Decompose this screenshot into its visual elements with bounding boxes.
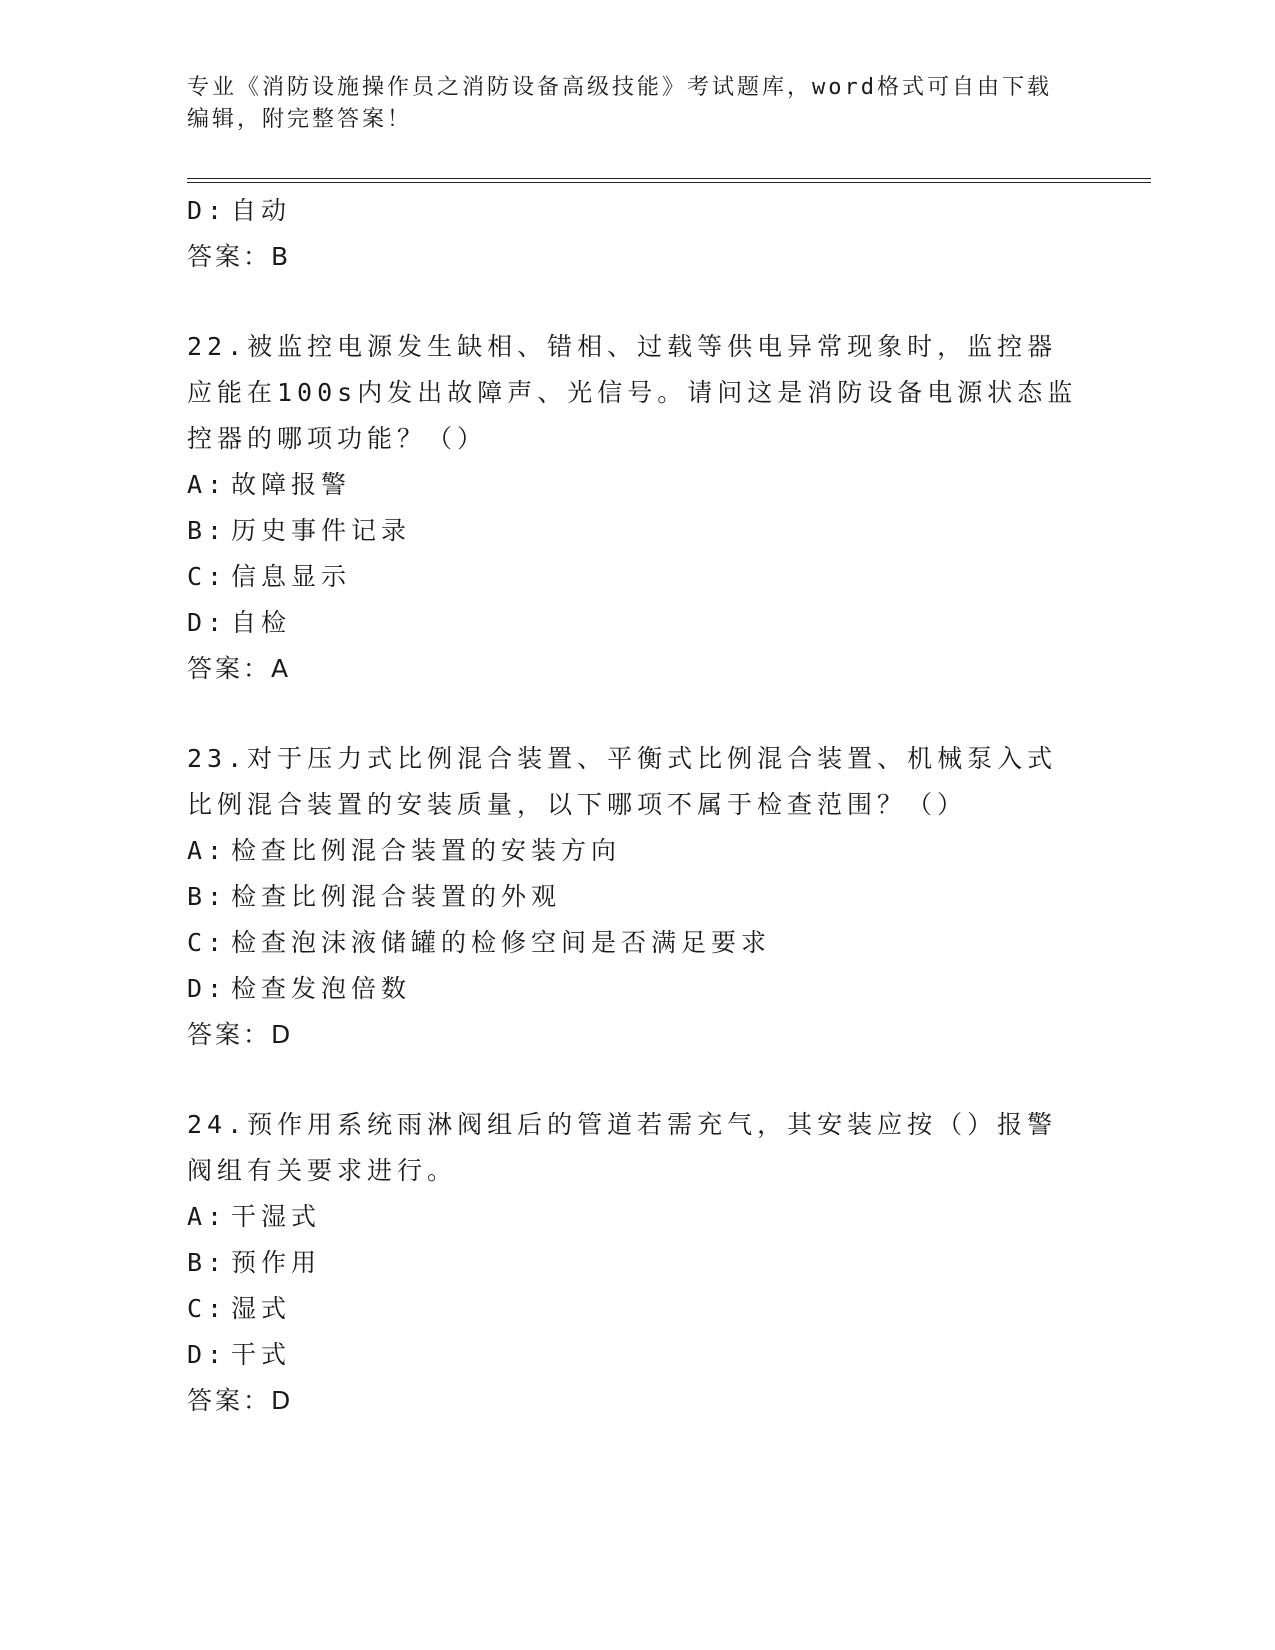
header-divider: [187, 178, 1151, 179]
option-key: D:: [187, 1340, 228, 1369]
option-key: A:: [187, 1202, 228, 1231]
option-d: [187, 1332, 1087, 1378]
option-text: 检查比例混合装置的外观: [231, 882, 562, 911]
option-a: [187, 1194, 1087, 1240]
answer-line: 答案：B: [187, 242, 292, 271]
option-text: 历史事件记录: [231, 516, 412, 545]
option-key: C:: [187, 562, 228, 591]
question-block: [187, 1102, 1087, 1424]
option-text: 检查泡沫液储罐的检修空间是否满足要求: [231, 928, 772, 957]
option-text: 信息显示: [231, 562, 352, 591]
option-key: A:: [187, 836, 228, 865]
option-key: D:: [187, 608, 228, 637]
option-key: B:: [187, 516, 228, 545]
option-text: 自检: [231, 608, 292, 637]
option-text: 预作用: [231, 1248, 322, 1277]
question-block: [187, 736, 1087, 1058]
option-key: B:: [187, 1248, 228, 1277]
option-text: 干湿式: [231, 1202, 322, 1231]
option-b: [187, 508, 1087, 554]
document-header: 专业《消防设施操作员之消防设备高级技能》考试题库，word格式可自由下载编辑，附完整答案！: [187, 75, 1052, 132]
option-c: [187, 554, 1087, 600]
option-text: 故障报警: [231, 470, 352, 499]
option-key: C:: [187, 928, 228, 957]
document-body: [187, 188, 1087, 1424]
question-stem: 22.被监控电源发生缺相、错相、过载等供电异常现象时，监控器应能在100s内发出故障声、光信号。请问这是消防设备电源状态监控器的哪项功能？（）: [187, 332, 1078, 453]
option-text: 干式: [231, 1340, 292, 1369]
option-text: 自动: [231, 196, 292, 225]
answer-line: 答案：A: [187, 654, 292, 683]
option-c: [187, 1286, 1087, 1332]
option-a: [187, 462, 1087, 508]
option-key: A:: [187, 470, 228, 499]
option-key: B:: [187, 882, 228, 911]
option-d: [187, 188, 1087, 234]
option-c: [187, 920, 1087, 966]
header-divider-thin: [187, 182, 1151, 183]
answer-line: 答案：D: [187, 1020, 294, 1049]
option-text: 检查发泡倍数: [231, 974, 412, 1003]
option-text: 检查比例混合装置的安装方向: [231, 836, 622, 865]
option-d: [187, 966, 1087, 1012]
option-text: 湿式: [231, 1294, 292, 1323]
option-b: [187, 1240, 1087, 1286]
question-stem: 24.预作用系统雨淋阀组后的管道若需充气，其安装应按（）报警阀组有关要求进行。: [187, 1110, 1058, 1185]
question-stem: 23.对于压力式比例混合装置、平衡式比例混合装置、机械泵入式比例混合装置的安装质量，以下哪项不属于检查范围？（）: [187, 744, 1058, 819]
option-key: D:: [187, 196, 228, 225]
option-key: D:: [187, 974, 228, 1003]
option-b: [187, 874, 1087, 920]
question-block: [187, 324, 1087, 692]
answer-line: 答案：D: [187, 1386, 294, 1415]
option-d: [187, 600, 1087, 646]
option-key: C:: [187, 1294, 228, 1323]
option-a: [187, 828, 1087, 874]
